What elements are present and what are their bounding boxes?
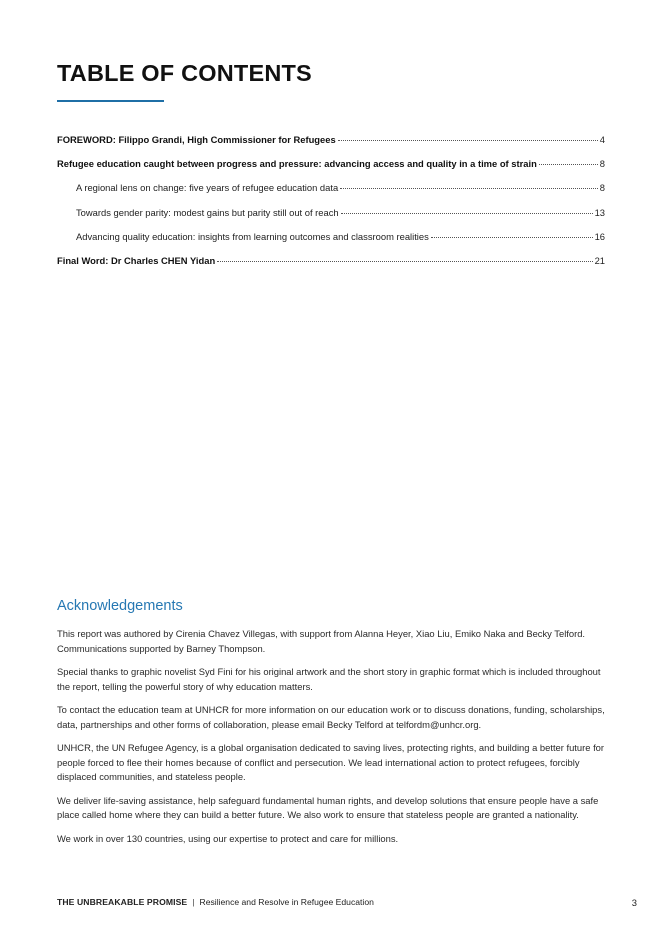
acknowledgements-paragraph: This report was authored by Cirenia Chavez Villegas, with support from Alanna Heyer, Xiao Liu, Emiko Naka and Becky Telford. Communications supported by Barney Thompson. (57, 628, 586, 654)
toc-entry-label: Final Word: Dr Charles CHEN Yidan (57, 255, 216, 266)
toc-entry-gender-parity[interactable] (76, 207, 605, 221)
dot-leader (341, 212, 593, 214)
toc-entry-page: 8 (599, 158, 605, 169)
acknowledgements-paragraph: Special thanks to graphic novelist Syd Fini for his original artwork and the short story in graphic format which is included throughout the report, telling the powerful story of why education matters. (57, 666, 601, 692)
toc-entry-page: 4 (599, 134, 605, 145)
dot-leader (340, 187, 598, 189)
toc-entry-page: 13 (594, 207, 605, 218)
footer-brand: THE UNBREAKABLE PROMISE (57, 897, 188, 907)
acknowledgements-paragraph: We work in over 130 countries, using our expertise to protect and care for millions. (57, 832, 399, 844)
toc-entry-label: Towards gender parity: modest gains but parity still out of reach (76, 207, 339, 218)
dot-leader (539, 163, 598, 165)
toc-entry-page: 8 (599, 182, 605, 193)
toc-entry-page: 16 (594, 231, 605, 242)
toc-entry-chapter[interactable] (57, 158, 605, 172)
page-title: TABLE OF CONTENTS (57, 60, 312, 86)
toc-entry-page: 21 (594, 255, 605, 266)
toc-entry-regional-lens[interactable] (76, 182, 605, 196)
toc-entry-quality-education[interactable] (76, 231, 605, 245)
title-underline (57, 100, 164, 102)
acknowledgements-paragraph: We deliver life-saving assistance, help safeguard fundamental human rights, and develop solutions that ensure people have a safe place called home where they can build a better future. We also work to ensure that stateless people are granted a nationality. (57, 794, 599, 821)
toc-entry-label: Advancing quality education: insights from learning outcomes and classroom realities (76, 231, 429, 242)
toc-entry-label: FOREWORD: Filippo Grandi, High Commissioner for Refugees (57, 134, 336, 145)
acknowledgements-paragraph: UNHCR, the UN Refugee Agency, is a global organisation dedicated to saving lives, protecting rights, and building a better future for people forced to flee their homes because of conflict and persecution. We lead international action to protect refugees, forcibly displaced communities, and stateless people. (57, 742, 605, 783)
dot-leader (217, 260, 592, 262)
page-number: 3 (631, 897, 637, 908)
page-footer (57, 897, 637, 911)
acknowledgements-heading: Acknowledgements (57, 598, 183, 614)
toc-entry-final-word[interactable] (57, 255, 605, 269)
toc-entry-label: A regional lens on change: five years of refugee education data (76, 182, 339, 193)
footer-subtitle: Resilience and Resolve in Refugee Education (199, 897, 374, 907)
dot-leader (431, 236, 593, 238)
dot-leader (338, 139, 598, 141)
acknowledgements-paragraph: To contact the education team at UNHCR for more information on our education work or to discuss donations, funding, scholarships, data, partnerships and other forms of collaboration, please email Becky Telford at telfordm@unhcr.org. (57, 704, 605, 730)
footer-separator: | (192, 897, 195, 907)
acknowledgements-body (57, 627, 607, 855)
toc-entry-foreword[interactable] (57, 134, 605, 148)
toc-entry-label: Refugee education caught between progress and pressure: advancing access and quality in a time of strain (57, 158, 537, 169)
